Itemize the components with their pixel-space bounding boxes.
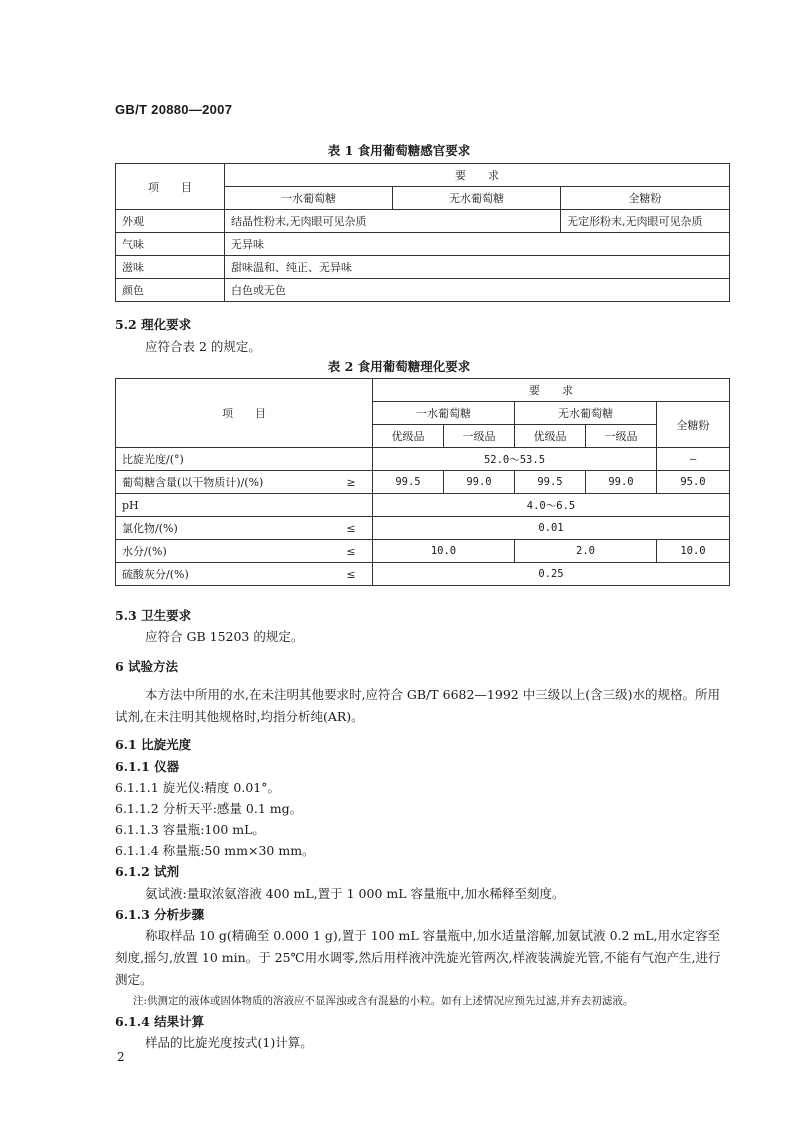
t2-val: 2.0 [515, 540, 657, 563]
t1-val: 无异味 [225, 233, 730, 256]
t2-item: 比旋光度/(°) [116, 448, 331, 471]
t2-val: 0.01 [373, 517, 730, 540]
t1-item: 气味 [116, 233, 225, 256]
t2-sub: 一级品 [444, 425, 515, 448]
section-5-2-text: 应符合表 2 的规定。 [145, 339, 261, 354]
table-row [116, 448, 730, 471]
table-row [116, 540, 730, 563]
t2-val: 99.0 [444, 471, 515, 494]
item-6-1-1-3: 6.1.1.3 容量瓶:100 mL。 [115, 822, 265, 837]
t1-col: 全糖粉 [561, 187, 730, 210]
t2-head-req: 要 求 [373, 379, 730, 402]
table-row [116, 494, 730, 517]
t2-val: 99.0 [586, 471, 657, 494]
t2-item: 硫酸灰分/(%) [116, 563, 331, 586]
t2-group: 全糖粉 [657, 402, 730, 448]
t2-group: 一水葡萄糖 [373, 402, 515, 425]
table2-caption: 表 2 食用葡萄糖理化要求 [327, 359, 471, 374]
t2-sym [330, 494, 373, 517]
t1-item: 滋味 [116, 256, 225, 279]
table-row [116, 233, 730, 256]
section-6-1-4-text: 样品的比旋光度按式(1)计算。 [145, 1035, 313, 1050]
t1-item: 颜色 [116, 279, 225, 302]
t1-item: 外观 [116, 210, 225, 233]
t1-col: 无水葡萄糖 [393, 187, 561, 210]
table-row [116, 279, 730, 302]
section-5-3-title: 5.3 卫生要求 [115, 608, 192, 623]
section-5-3-text: 应符合 GB 15203 的规定。 [145, 629, 304, 644]
t2-sym [330, 448, 373, 471]
t1-val: 白色或无色 [225, 279, 730, 302]
t2-sym: ≤ [330, 540, 373, 563]
table-row [116, 517, 730, 540]
t2-val: 4.0～6.5 [373, 494, 730, 517]
t2-sym: ≤ [330, 563, 373, 586]
table2-physchem [115, 378, 730, 586]
t1-val: 结晶性粉末,无肉眼可见杂质 [225, 210, 561, 233]
t2-val: 10.0 [657, 540, 730, 563]
t1-col: 一水葡萄糖 [225, 187, 393, 210]
table1-sensory [115, 163, 730, 302]
section-6-title: 6 试验方法 [115, 659, 179, 674]
t2-sub: 优级品 [515, 425, 586, 448]
section-5-2-title: 5.2 理化要求 [115, 317, 192, 332]
section-6-1-2-title: 6.1.2 试剂 [115, 864, 180, 879]
section-6-1-2-text: 氨试液:量取浓氨溶液 400 mL,置于 1 000 mL 容量瓶中,加水稀释至刻度。 [145, 886, 565, 901]
table-row [116, 563, 730, 586]
t2-sym: ≤ [330, 517, 373, 540]
section-6-para: 本方法中所用的水,在未注明其他要求时,应符合 GB/T 6682—1992 中三级以上(含三级)水的规格。所用试剂,在未注明其他规格时,均指分析纯(AR)。 [115, 687, 720, 724]
t2-val: 99.5 [515, 471, 586, 494]
note: 注:供测定的液体或固体物质的溶液应不显浑浊或含有混悬的小粒。如有上述情况应预先过滤,并弃去初滤液。 [133, 995, 634, 1007]
t2-sym: ≥ [330, 471, 373, 494]
t2-sub: 优级品 [373, 425, 444, 448]
t1-val: 甜味温和、纯正、无异味 [225, 256, 730, 279]
t2-val: — [657, 448, 730, 471]
t1-val: 无定形粉末,无肉眼可见杂质 [561, 210, 730, 233]
table-row [116, 256, 730, 279]
t2-val: 95.0 [657, 471, 730, 494]
item-6-1-1-4: 6.1.1.4 称量瓶:50 mm×30 mm。 [115, 843, 315, 858]
t2-group: 无水葡萄糖 [515, 402, 657, 425]
item-6-1-1-1: 6.1.1.1 旋光仪:精度 0.01°。 [115, 780, 280, 795]
t2-item: 氯化物/(%) [116, 517, 331, 540]
t2-item: 水分/(%) [116, 540, 331, 563]
t2-head-item: 项 目 [116, 379, 373, 448]
page-number: 2 [117, 1050, 125, 1064]
item-6-1-1-2: 6.1.1.2 分析天平:感量 0.1 mg。 [115, 801, 303, 816]
t2-val: 99.5 [373, 471, 444, 494]
t2-val: 52.0～53.5 [373, 448, 657, 471]
table-row [116, 471, 730, 494]
t2-val: 10.0 [373, 540, 515, 563]
t1-head-item: 项 目 [116, 164, 225, 210]
table-row [116, 210, 730, 233]
section-6-1-3-title: 6.1.3 分析步骤 [115, 907, 205, 922]
table1-caption: 表 1 食用葡萄糖感官要求 [327, 143, 471, 158]
standard-number: GB/T 20880—2007 [115, 102, 233, 117]
t2-sub: 一级品 [586, 425, 657, 448]
t1-head-req: 要 求 [225, 164, 730, 187]
t2-item: 葡萄糖含量(以干物质计)/(%) [116, 471, 331, 494]
section-6-1-1-title: 6.1.1 仪器 [115, 759, 180, 774]
section-6-1-4-title: 6.1.4 结果计算 [115, 1014, 205, 1029]
section-6-1-3-text: 称取样品 10 g(精确至 0.000 1 g),置于 100 mL 容量瓶中,加水适量溶解,加氨试液 0.2 mL,用水定容至刻度,摇匀,放置 10 min。于 25℃用水调零,然后用样液冲洗旋光管两次,样液装满旋光管,不能有气泡产生,进行测定。 [115, 928, 721, 987]
t2-item: pH [116, 494, 331, 517]
t2-val: 0.25 [373, 563, 730, 586]
section-6-1-title: 6.1 比旋光度 [115, 737, 192, 752]
